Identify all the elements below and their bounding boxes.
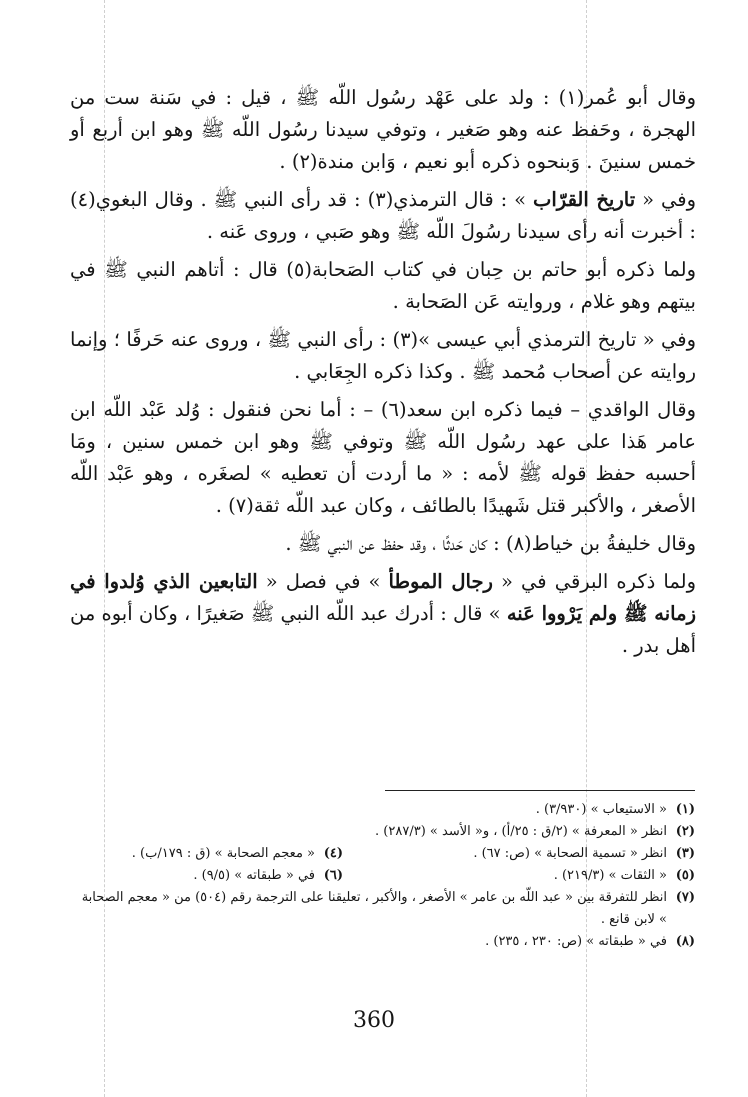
paragraph: ولما ذكره أبو حاتم بن حِبان في كتاب الصَحابة(٥) قال : أتاهم النبي ﷺ في بيتهم وهو غلام ، وروايته عَن الصَحابة . xyxy=(70,258,696,313)
footnote xyxy=(365,865,695,887)
paragraph xyxy=(70,184,696,248)
footnote-text: انظر « المعرفة » (٢/ق : ٢٥/أ) ، و« الأسد » (٢٨٧/٣) . xyxy=(375,824,667,839)
footnote xyxy=(132,843,343,865)
book-title: رجال الموطأ xyxy=(388,570,493,593)
footnote-text: « الثقات » (٢١٩/٣) . xyxy=(553,868,667,883)
paragraph: وقال أبو عُمر(١) : ولد على عَهْد رسُول اللّه ﷺ ، قيل : في سَنة ست من الهجرة ، وحَفظ عنه وهو صَغير ، وتوفي سيدنا رسُول اللّه ﷺ وهو ابن أربع أو خمس سنينَ . وَبنحوه ذكره أبو نعيم ، وَابن مندة(٢) . xyxy=(70,86,696,173)
footnote xyxy=(70,799,695,821)
text-run: » في فصل « xyxy=(257,570,389,593)
footnote xyxy=(70,821,695,843)
main-text xyxy=(70,82,696,668)
footnote-text: « الاستيعاب » (٣/٩٣٠) . xyxy=(535,802,667,817)
footnote xyxy=(193,865,343,887)
footnote-number: (٥) xyxy=(675,868,695,883)
paragraph xyxy=(70,566,696,662)
chapter-title: التابعين الذي وُلدوا في زمانه ﷺ ولم يَرْووا عَنه xyxy=(70,570,696,625)
page-number: 360 xyxy=(353,1008,395,1033)
footnote-number: (٢) xyxy=(675,824,695,839)
footnote-text: انظر للتفرقة بين « عبد اللّه بن عامر » الأصغر ، والأكبر ، تعليقنا على الترجمة رقم (٥٠٤) من « معجم الصحابة » لابن قانع . xyxy=(81,890,667,927)
footnote-text: « معجم الصحابة » (ق : ١٧٩/ب) . xyxy=(131,846,315,861)
paragraph: وقال الواقدي – فيما ذكره ابن سعد(٦) – : أما نحن فنقول : وُلد عَبْد اللّه ابن عامر هَذا على عهد رسُول اللّه ﷺ وتوفي ﷺ وهو ابن خمس سنين ، ومَا أحسبه حفظ قوله ﷺ لأمه : « ما أردت أن تعطيه » لصغَره ، وهو عَبْد اللّه الأصغر ، والأكبر قتل شَهيدًا بالطائف ، وكان عبد اللّه ثقة(٧) . xyxy=(70,398,696,517)
footnote-text: انظر « تسمية الصحابة » (ص: ٦٧) . xyxy=(473,846,667,861)
footnote-number: (٨) xyxy=(675,934,695,949)
footnotes xyxy=(70,790,695,953)
footnote-number: (٧) xyxy=(675,890,695,905)
paragraph: وفي « تاريخ الترمذي أبي عيسى »(٣) : رأى النبي ﷺ ، وروى عنه حَرفًا ؛ وإنما روايته عن أصحاب مُحمد ﷺ . وكذا ذكره الجِعَابي . xyxy=(70,328,697,383)
text-run: » : قال الترمذي(٣) : قد رأى النبي ﷺ . وقال البغوي(٤) : أخبرت أنه رأى سيدنا رسُولَ اللّه ﷺ وهو صَبي ، وروى عَنه . xyxy=(70,188,696,243)
footnote xyxy=(70,887,695,931)
footnote-separator xyxy=(385,790,695,791)
footnote-number: (٣) xyxy=(675,846,695,861)
footnote-number: (١) xyxy=(675,802,695,817)
text-run: وفي « xyxy=(635,188,697,211)
footnote xyxy=(70,931,695,953)
footnote-row xyxy=(70,865,695,887)
footnote xyxy=(365,843,695,865)
text-run: ولما ذكره البرقي في « xyxy=(492,570,696,593)
footnote-number: (٦) xyxy=(323,868,343,883)
footnote-text: في « طبقاته » (٩/٥) . xyxy=(193,868,315,883)
text-run: » قال : أدرك عبد اللّه النبي ﷺ صَغيرًا ، وكان أبوه من أهل بدر . xyxy=(70,602,696,657)
book-title: تاريخ القرّاب xyxy=(533,188,636,211)
footnote-row xyxy=(70,843,695,865)
paragraph: وقال خليفةُ بن خياط(٨) : كان حَدثًا ، وقد حفظ عن النبي ﷺ . xyxy=(285,532,696,555)
footnote-number: (٤) xyxy=(323,846,343,861)
footnote-text: في « طبقاته » (ص: ٢٣٠ ، ٢٣٥) . xyxy=(485,934,667,949)
